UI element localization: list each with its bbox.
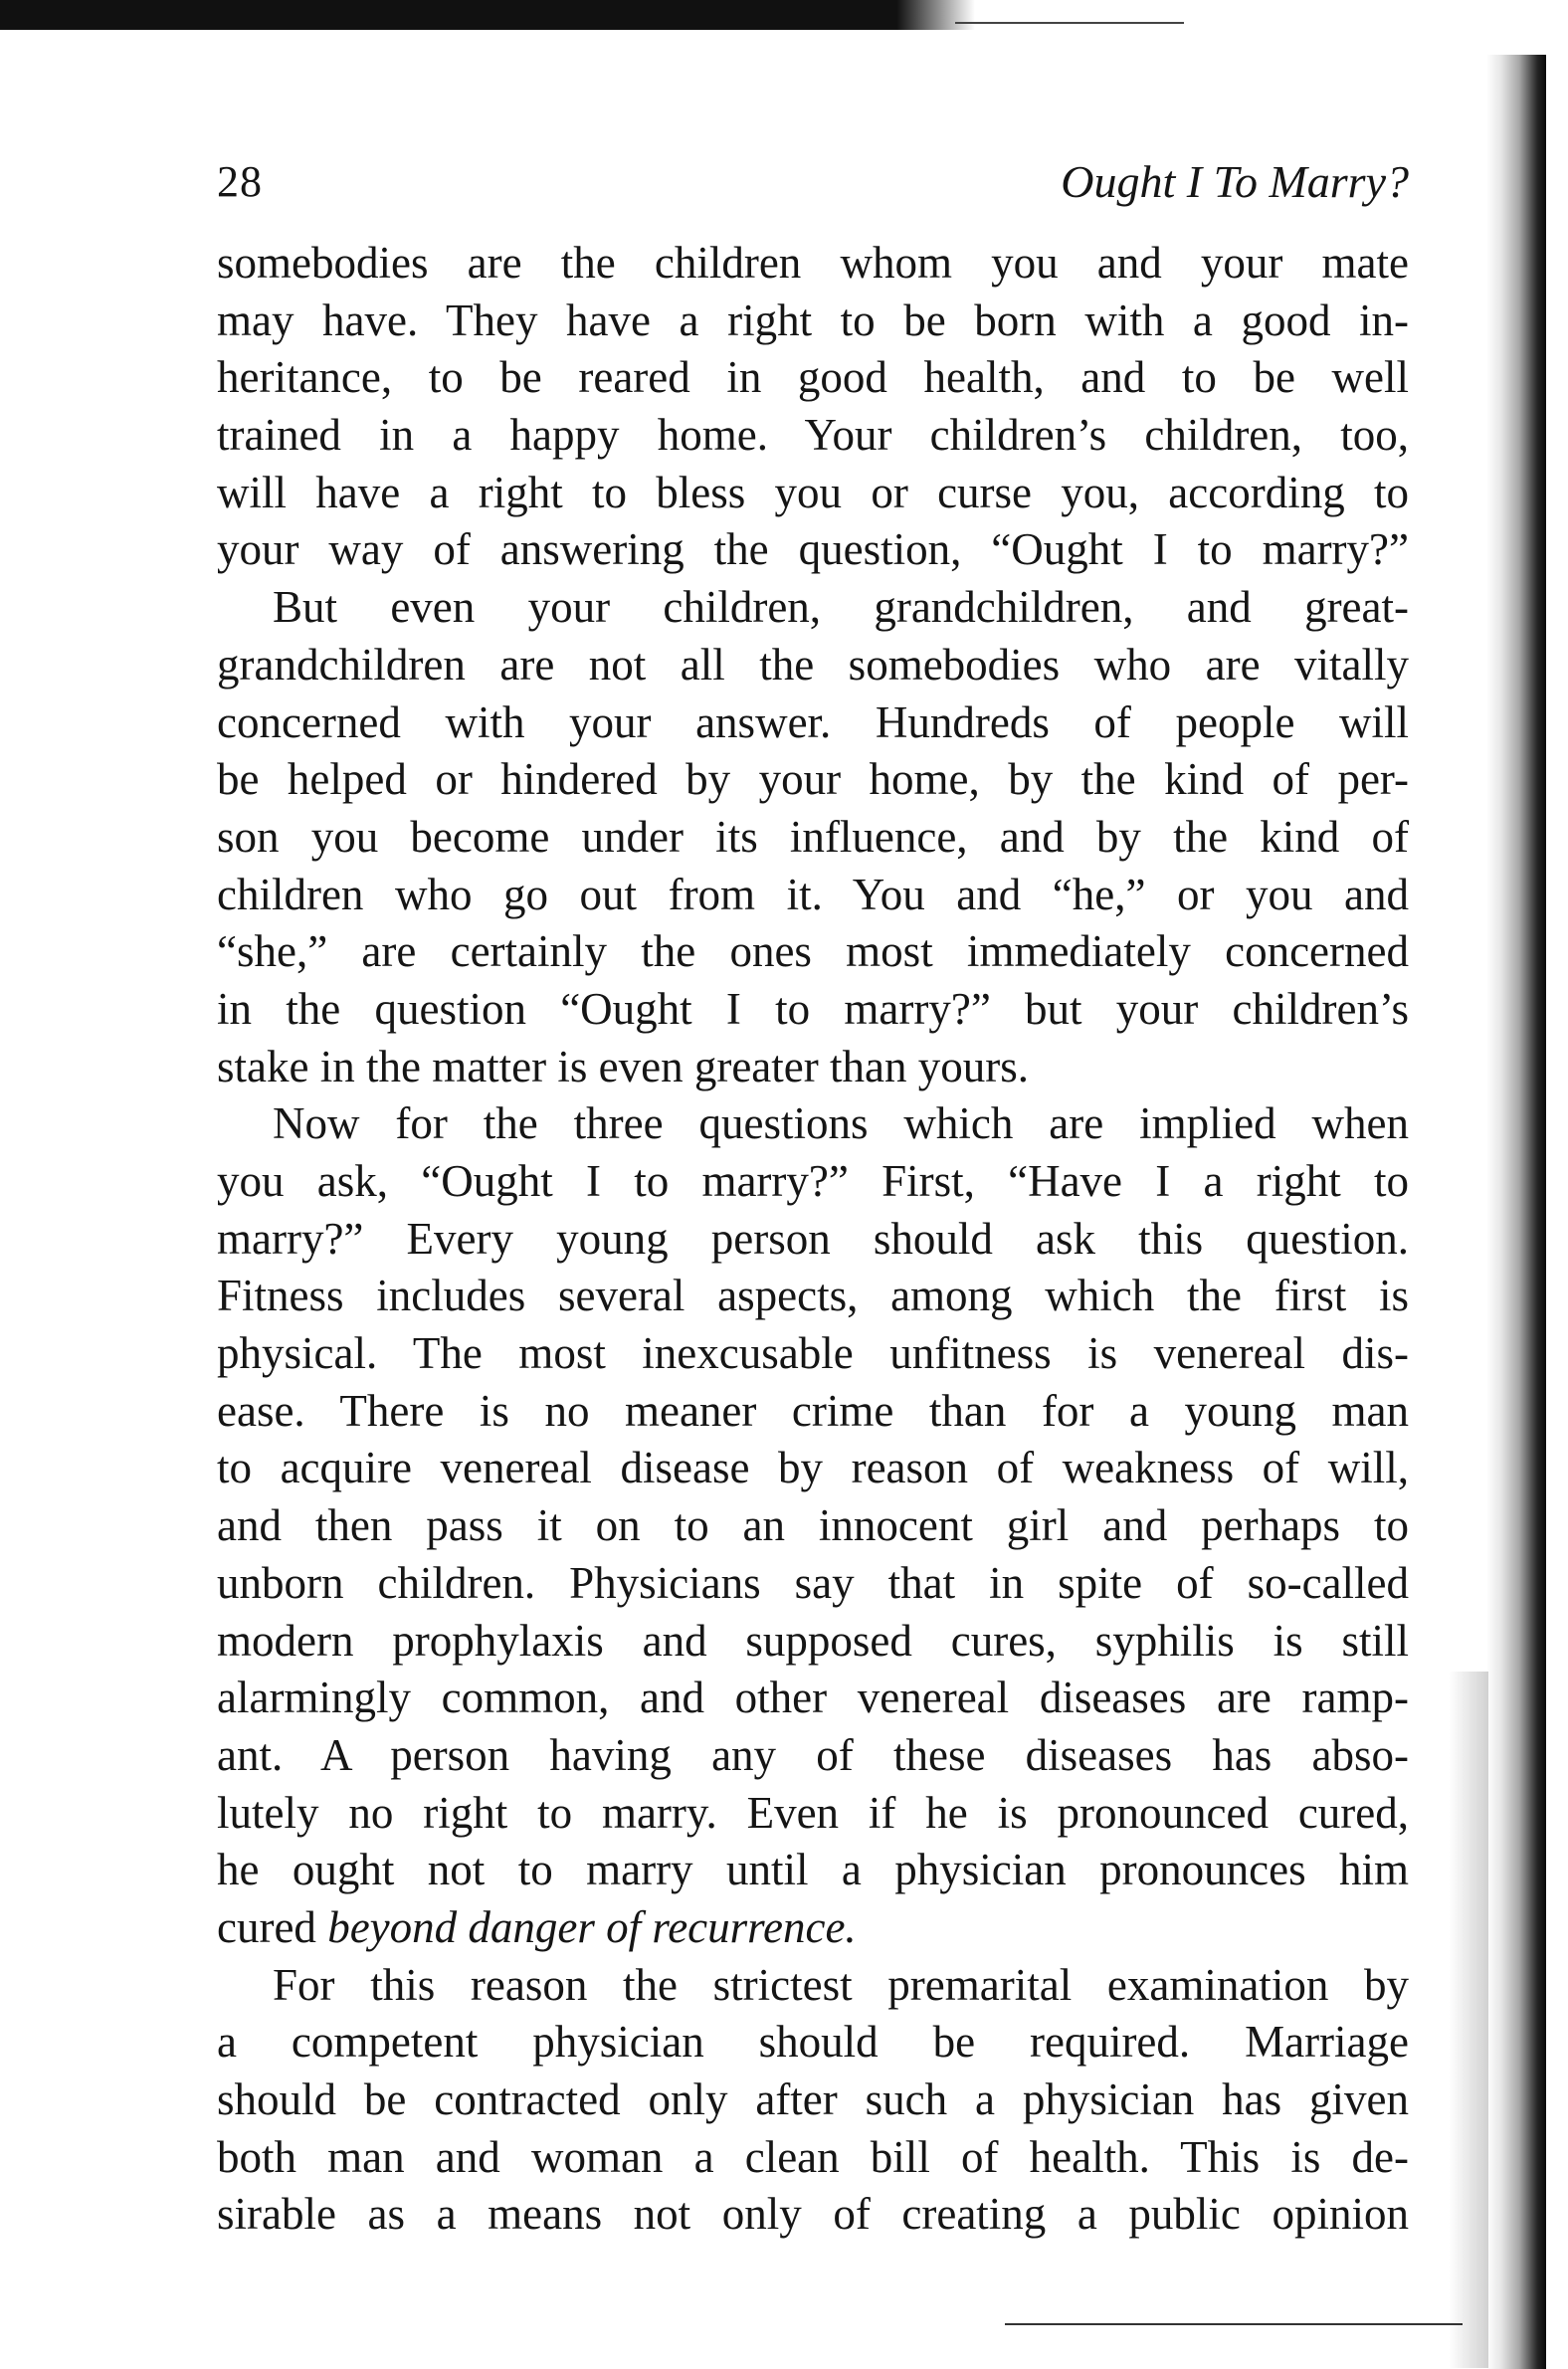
text-line: Now for the three questions which are implied when: [273, 1098, 1409, 1149]
text-line: son you become under its influence, and by the kind of: [217, 811, 1409, 862]
paragraph-4: [217, 1957, 1409, 2244]
scan-top-border-thin: [955, 22, 1184, 24]
text-line: sirable as a means not only of creating a public opinion: [217, 2189, 1409, 2240]
text-line: grandchildren are not all the somebodies who are vitally: [217, 639, 1409, 690]
paragraph-3: [217, 1095, 1409, 1956]
text-line: a competent physician should be required. Marriage: [217, 2017, 1409, 2068]
text-line: ease. There is no meaner crime than for a young man: [217, 1385, 1409, 1436]
text-line: your way of answering the question, “Ought I to marry?”: [217, 524, 1409, 575]
text-line: he ought not to marry until a physician pronounces him: [217, 1845, 1409, 1895]
text-line-final: [217, 1899, 1409, 1957]
text-line: Fitness includes several aspects, among which the first is: [217, 1271, 1409, 1321]
text-line: will have a right to bless you or curse you, according to: [217, 467, 1409, 517]
body-text: [217, 235, 1409, 2244]
text-line: modern prophylaxis and supposed cures, syphilis is still: [217, 1615, 1409, 1666]
text-line: in the question “Ought I to marry?” but your children’s: [217, 983, 1409, 1034]
scan-top-border: [0, 0, 975, 30]
paragraph-2: [217, 579, 1409, 1095]
text-line: and then pass it on to an innocent girl and perhaps to: [217, 1500, 1409, 1551]
text-line: concerned with your answer. Hundreds of people will: [217, 696, 1409, 747]
text-line: somebodies are the children whom you and your mate: [217, 238, 1409, 288]
text-run: cured: [217, 1901, 328, 1952]
text-line: stake in the matter is even greater than yours.: [217, 1041, 1029, 1091]
text-line: should be contracted only after such a physician has given: [217, 2074, 1409, 2124]
scan-right-shadow: [1486, 55, 1546, 2369]
text-line: you ask, “Ought I to marry?” First, “Have I a right to: [217, 1156, 1409, 1206]
text-line: may have. They have a right to be born with a good in-: [217, 295, 1409, 345]
text-line: unborn children. Physicians say that in spite of so-called: [217, 1557, 1409, 1608]
text-line: alarmingly common, and other venereal diseases are ramp-: [217, 1673, 1409, 1723]
text-line: children who go out from it. You and “he,” or you and: [217, 869, 1409, 919]
text-line: “she,” are certainly the ones most immediately concerned: [217, 926, 1409, 977]
page-number: 28: [217, 157, 263, 206]
text-line: heritance, to be reared in good health, and to be well: [217, 352, 1409, 403]
text-line: marry?” Every young person should ask this question.: [217, 1213, 1409, 1264]
text-line: trained in a happy home. Your children’s children, too,: [217, 410, 1409, 461]
text-line: physical. The most inexcusable unfitness is venereal dis-: [217, 1328, 1409, 1379]
scan-bottom-edge: [1005, 2323, 1463, 2325]
running-head: [217, 147, 1409, 217]
text-line: ant. A person having any of these diseases has abso-: [217, 1729, 1409, 1780]
text-line: to acquire venereal disease by reason of weakness of will,: [217, 1443, 1409, 1493]
text-line: be helped or hindered by your home, by the kind of per-: [217, 754, 1409, 805]
text-line: both man and woman a clean bill of health. This is de-: [217, 2131, 1409, 2182]
text-line: lutely no right to marry. Even if he is pronounced cured,: [217, 1787, 1409, 1838]
text-line: But even your children, grandchildren, and great-: [273, 582, 1409, 633]
text-line: For this reason the strictest premarital examination by: [273, 1959, 1409, 2010]
running-title: Ought I To Marry?: [1061, 156, 1409, 207]
scan-right-speckle: [1449, 1672, 1488, 2368]
emphasis-text: beyond danger of recurrence.: [327, 1901, 857, 1952]
paragraph-1: [217, 235, 1409, 579]
